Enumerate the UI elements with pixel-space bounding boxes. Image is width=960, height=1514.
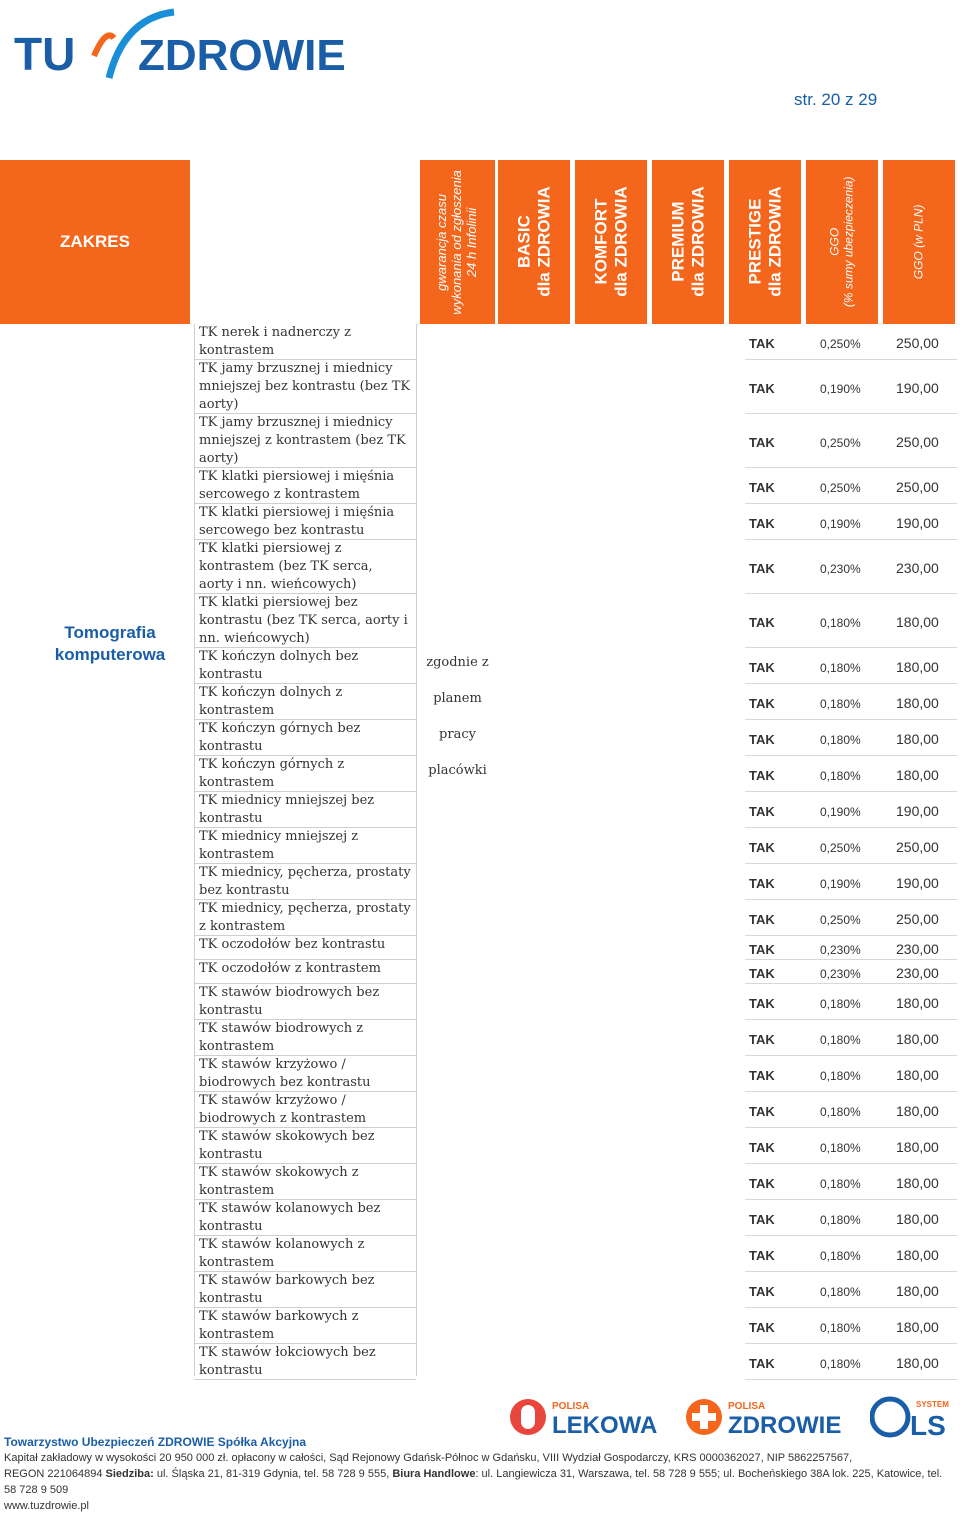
row-label: TK kończyn dolnych z kontrastem	[199, 685, 343, 718]
row-pct: 0,230%	[820, 943, 861, 957]
row-label: TK jamy brzusznej i miednicy mniejszej bez kontrastu (bez TK aorty)	[199, 361, 411, 412]
table-row	[0, 540, 960, 594]
row-label: TK stawów krzyżowo / biodrowych bez kontrastu	[199, 1057, 371, 1090]
tu-zdrowie-logo	[14, 8, 354, 88]
row-tak: TAK	[749, 1032, 775, 1047]
row-tak: TAK	[749, 660, 775, 675]
row-amt: 180,00	[896, 1283, 939, 1299]
row-amt: 180,00	[896, 1175, 939, 1191]
header-premium: PREMIUM dla ZDROWIA	[652, 160, 724, 324]
polisa-zdrowie-badge	[684, 1395, 860, 1439]
row-tak: TAK	[749, 561, 775, 576]
svg-text:LEKOWA: LEKOWA	[552, 1412, 658, 1439]
row-amt: 190,00	[896, 803, 939, 819]
row-label: TK stawów skokowych bez kontrastu	[199, 1129, 375, 1162]
row-tak: TAK	[749, 615, 775, 630]
row-tak: TAK	[749, 996, 775, 1011]
footer-line1: Kapitał zakładowy w wysokości 20 950 000 zł. opłacony w całości, Sąd Rejonowy Gdańsk-Północ w Gdańsku, VIII Wydział Gospodarczy, KRS 0000362027, NIP 5862257567,	[4, 1452, 853, 1464]
svg-text:LS: LS	[910, 1410, 946, 1439]
header-prestige: PRESTIGE dla ZDROWIA	[729, 160, 801, 324]
row-amt: 230,00	[896, 941, 939, 957]
footer-website[interactable]: www.tuzdrowie.pl	[4, 1500, 89, 1512]
table-row	[0, 360, 960, 414]
footer	[4, 1434, 956, 1514]
svg-text:POLISA: POLISA	[728, 1401, 766, 1412]
row-separator	[194, 1379, 416, 1380]
row-pct: 0,180%	[820, 1069, 861, 1083]
row-pct: 0,180%	[820, 1213, 861, 1227]
row-tak: TAK	[749, 912, 775, 927]
row-tak: TAK	[749, 336, 775, 351]
row-pct: 0,180%	[820, 1249, 861, 1263]
row-tak: TAK	[749, 435, 775, 450]
row-tak: TAK	[749, 1140, 775, 1155]
row-amt: 190,00	[896, 515, 939, 531]
row-label: TK stawów skokowych z kontrastem	[199, 1165, 359, 1198]
header-ggo-pln: GGO (w PLN)	[883, 160, 955, 324]
row-pct: 0,180%	[820, 697, 861, 711]
row-tak: TAK	[749, 1176, 775, 1191]
svg-text:SYSTEM: SYSTEM	[916, 1400, 949, 1409]
row-label: TK miednicy, pęcherza, prostaty z kontrastem	[199, 901, 411, 934]
row-pct: 0,250%	[820, 913, 861, 927]
row-amt: 180,00	[896, 1355, 939, 1371]
table-row	[0, 648, 960, 684]
row-pct: 0,250%	[820, 841, 861, 855]
row-label: TK kończyn dolnych bez kontrastu	[199, 649, 359, 682]
table-row	[0, 828, 960, 864]
row-label: TK stawów krzyżowo / biodrowych z kontrastem	[199, 1093, 367, 1126]
row-amt: 180,00	[896, 1319, 939, 1335]
row-label: TK kończyn górnych z kontrastem	[199, 757, 345, 790]
row-tak: TAK	[749, 732, 775, 747]
header-komfort: KOMFORT dla ZDROWIA	[575, 160, 647, 324]
gwarancja-note: zgodnie z planem pracy placówki	[426, 655, 489, 778]
header-ggo-pct: GGO (% sumy ubezpieczenia)	[806, 160, 878, 324]
row-label: TK klatki piersiowej i mięśnia sercowego z kontrastem	[199, 469, 395, 502]
row-label: TK stawów kolanowych bez kontrastu	[199, 1201, 381, 1234]
table-row	[0, 864, 960, 900]
row-amt: 190,00	[896, 875, 939, 891]
row-tak: TAK	[749, 516, 775, 531]
row-label: TK stawów łokciowych bez kontrastu	[199, 1345, 376, 1378]
table-row	[0, 1128, 960, 1164]
row-label: TK miednicy mniejszej bez kontrastu	[199, 793, 375, 826]
row-amt: 180,00	[896, 1067, 939, 1083]
row-amt: 230,00	[896, 560, 939, 576]
row-pct: 0,180%	[820, 1105, 861, 1119]
row-amt: 190,00	[896, 380, 939, 396]
logo-tu: TU	[14, 28, 76, 80]
row-pct: 0,180%	[820, 661, 861, 675]
row-pct: 0,180%	[820, 997, 861, 1011]
svg-text:ZDROWIE: ZDROWIE	[728, 1412, 842, 1439]
row-tak: TAK	[749, 966, 775, 981]
table-row	[0, 960, 960, 984]
row-amt: 180,00	[896, 731, 939, 747]
polisa-lekowa-badge	[508, 1395, 668, 1439]
table-row	[0, 468, 960, 504]
row-amt: 180,00	[896, 1031, 939, 1047]
row-amt: 230,00	[896, 965, 939, 981]
row-value-separator	[745, 1379, 957, 1380]
table-row	[0, 1200, 960, 1236]
row-amt: 180,00	[896, 659, 939, 675]
row-pct: 0,190%	[820, 517, 861, 531]
row-label: TK nerek i nadnerczy z kontrastem	[199, 325, 351, 358]
table-row	[0, 1020, 960, 1056]
row-amt: 250,00	[896, 839, 939, 855]
footer-line2: REGON 221064894 Siedziba: ul. Śląska 21, 81-319 Gdynia, tel. 58 728 9 555, Biura Handlowe: ul. Langiewicza 31, Warszawa, tel. 58 728 9 555; ul. Bocheńskiego 38A lok. 225, Katowice, tel. 58 728 9 509	[4, 1468, 943, 1496]
row-label: TK miednicy, pęcherza, prostaty bez kontrastu	[199, 865, 411, 898]
table-row	[0, 684, 960, 720]
row-amt: 180,00	[896, 767, 939, 783]
row-tak: TAK	[749, 1356, 775, 1371]
row-pct: 0,190%	[820, 382, 861, 396]
header-gwarancja: gwarancja czasu wykonania od zgłoszenia 24 h Infolinii	[420, 160, 495, 324]
row-tak: TAK	[749, 381, 775, 396]
row-tak: TAK	[749, 480, 775, 495]
row-tak: TAK	[749, 876, 775, 891]
row-amt: 250,00	[896, 434, 939, 450]
row-label: TK kończyn górnych bez kontrastu	[199, 721, 361, 754]
row-tak: TAK	[749, 1248, 775, 1263]
header-basic: BASIC dla ZDROWIA	[498, 160, 570, 324]
table-row	[0, 1092, 960, 1128]
row-tak: TAK	[749, 768, 775, 783]
row-pct: 0,180%	[820, 1033, 861, 1047]
table-row	[0, 792, 960, 828]
table-row	[0, 1308, 960, 1344]
row-amt: 180,00	[896, 1247, 939, 1263]
row-pct: 0,190%	[820, 805, 861, 819]
row-pct: 0,180%	[820, 616, 861, 630]
category-label: Tomografia komputerowa	[54, 623, 166, 665]
row-label: TK stawów barkowych z kontrastem	[199, 1309, 359, 1342]
table-row	[0, 720, 960, 756]
row-label: TK oczodołów z kontrastem	[199, 961, 381, 976]
table-row	[0, 1056, 960, 1092]
row-tak: TAK	[749, 1104, 775, 1119]
row-label: TK klatki piersiowej i mięśnia sercowego bez kontrastu	[199, 505, 395, 538]
row-pct: 0,250%	[820, 481, 861, 495]
table-row	[0, 324, 960, 360]
row-pct: 0,250%	[820, 337, 861, 351]
table-row	[0, 1164, 960, 1200]
row-label: TK klatki piersiowej z kontrastem (bez TK serca, aorty i nn. wieńcowych)	[199, 541, 373, 592]
row-label: TK stawów biodrowych z kontrastem	[199, 1021, 364, 1054]
row-amt: 180,00	[896, 695, 939, 711]
table-row	[0, 414, 960, 468]
footer-company: Towarzystwo Ubezpieczeń ZDROWIE Spółka Akcyjna	[4, 1435, 307, 1449]
row-tak: TAK	[749, 696, 775, 711]
row-tak: TAK	[749, 1284, 775, 1299]
row-amt: 250,00	[896, 479, 939, 495]
row-tak: TAK	[749, 942, 775, 957]
table-row	[0, 756, 960, 792]
row-label: TK jamy brzusznej i miednicy mniejszej z kontrastem (bez TK aorty)	[199, 415, 406, 466]
row-label: TK stawów barkowych bez kontrastu	[199, 1273, 375, 1306]
row-pct: 0,180%	[820, 1177, 861, 1191]
row-amt: 180,00	[896, 1103, 939, 1119]
row-label: TK oczodołów bez kontrastu	[199, 937, 386, 952]
page-number: str. 20 z 29	[794, 90, 878, 109]
row-pct: 0,180%	[820, 1141, 861, 1155]
row-pct: 0,180%	[820, 1321, 861, 1335]
row-pct: 0,250%	[820, 436, 861, 450]
table-row	[0, 900, 960, 936]
table-row	[0, 1344, 960, 1380]
row-label: TK klatki piersiowej bez kontrastu (bez TK serca, aorty i nn. wieńcowych)	[199, 595, 408, 646]
row-tak: TAK	[749, 804, 775, 819]
svg-text:POLISA: POLISA	[552, 1401, 590, 1412]
table-row	[0, 984, 960, 1020]
row-amt: 250,00	[896, 335, 939, 351]
row-pct: 0,180%	[820, 769, 861, 783]
system-ls-badge	[870, 1395, 954, 1439]
table-row	[0, 1272, 960, 1308]
row-pct: 0,180%	[820, 733, 861, 747]
table-row	[0, 504, 960, 540]
row-label: TK stawów kolanowych z kontrastem	[199, 1237, 365, 1270]
logo-zdrowie: ZDROWIE	[138, 31, 346, 80]
row-amt: 250,00	[896, 911, 939, 927]
row-tak: TAK	[749, 1320, 775, 1335]
row-amt: 180,00	[896, 995, 939, 1011]
table-row	[0, 1236, 960, 1272]
row-tak: TAK	[749, 840, 775, 855]
row-pct: 0,230%	[820, 562, 861, 576]
row-label: TK stawów biodrowych bez kontrastu	[199, 985, 380, 1018]
row-pct: 0,190%	[820, 877, 861, 891]
row-pct: 0,180%	[820, 1285, 861, 1299]
row-pct: 0,180%	[820, 1357, 861, 1371]
row-amt: 180,00	[896, 1139, 939, 1155]
row-amt: 180,00	[896, 614, 939, 630]
table-row	[0, 936, 960, 960]
row-label: TK miednicy mniejszej z kontrastem	[199, 829, 359, 862]
row-pct: 0,230%	[820, 967, 861, 981]
row-tak: TAK	[749, 1068, 775, 1083]
header-zakres: ZAKRES	[0, 160, 190, 324]
row-amt: 180,00	[896, 1211, 939, 1227]
row-tak: TAK	[749, 1212, 775, 1227]
table-row	[0, 594, 960, 648]
